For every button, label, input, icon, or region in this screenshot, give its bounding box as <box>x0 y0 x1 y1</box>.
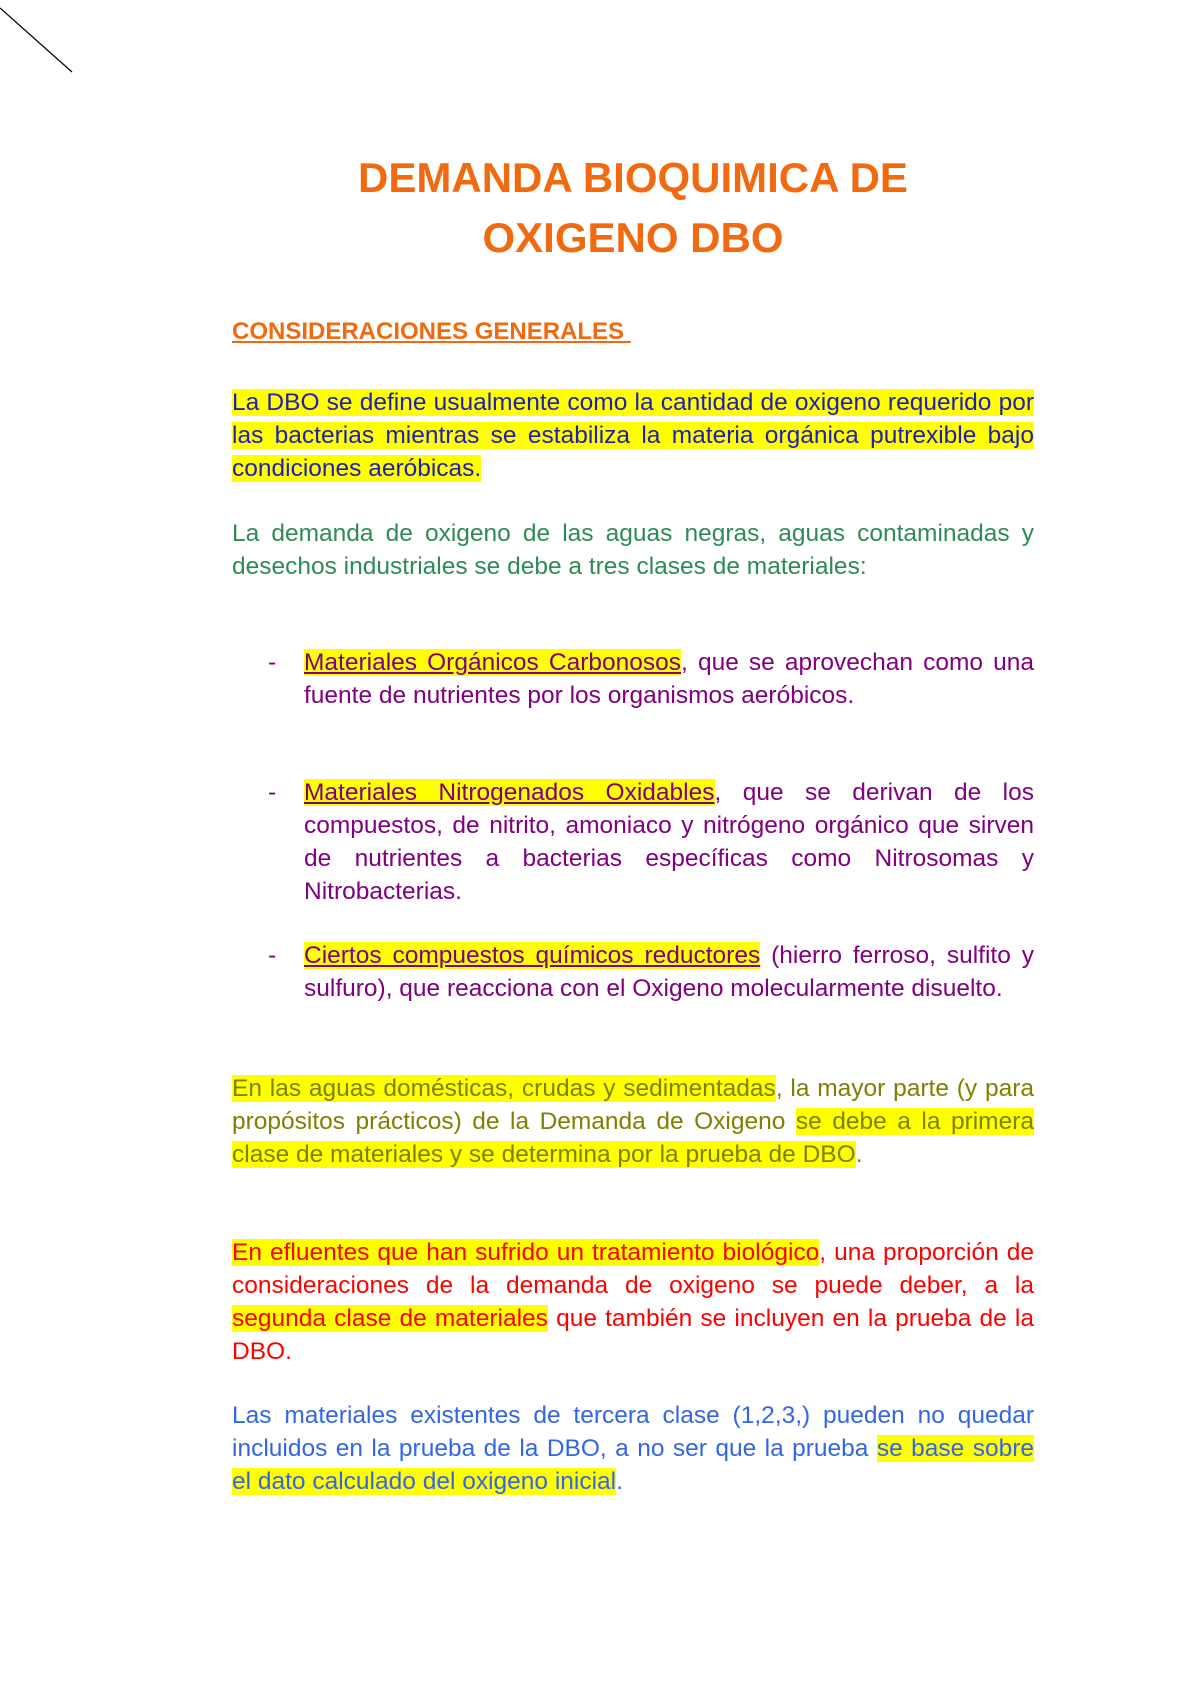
highlighted-text: segunda clase de materiales <box>232 1305 548 1332</box>
highlighted-text: En efluentes que han sufrido un tratamiento biológico <box>232 1239 820 1266</box>
highlighted-text: La DBO se define usualmente como la cantidad de oxigeno requerido por las bacterias mientras se estabiliza la materia orgánica putrexible bajo condiciones aeróbicas. <box>232 389 1034 482</box>
section-heading: CONSIDERACIONES GENERALES <box>232 318 631 345</box>
title-line-2: OXIGENO DBO <box>482 214 784 261</box>
highlighted-text: se base sobre el dato calculado del oxigeno inicial <box>232 1435 1035 1495</box>
list-item-description: , que se derivan de los compuestos, de nitrito, amoniaco y nitrógeno orgánico que sirven de nutrientes a bacterias específicas como Nitrosomas y Nitrobacterias. <box>304 779 1034 905</box>
list-item-term: Materiales Nitrogenados Oxidables <box>304 779 715 806</box>
bullet-dash: - <box>268 779 277 806</box>
title-line-1: DEMANDA BIOQUIMICA DE <box>358 154 908 201</box>
list-item-text <box>304 646 1034 712</box>
paragraph-materials-intro: La demanda de oxigeno de las aguas negras, aguas contaminadas y desechos industriales se debe a tres clases de materiales: <box>232 520 1034 580</box>
paragraph-text: . <box>855 1141 863 1168</box>
paragraph-text: , la mayor parte (y para propósitos prácticos) de la Demanda de Oxigeno <box>232 1075 1034 1135</box>
bullet-dash: - <box>268 942 277 969</box>
paragraph-definition <box>232 386 1034 485</box>
highlighted-text: se debe a la primera clase de materiales y se determina por la prueba de DBO <box>232 1108 1034 1168</box>
list-item-term: Materiales Orgánicos Carbonosos <box>304 649 682 676</box>
bullet-dash: - <box>268 649 277 676</box>
paragraph-text: Las materiales existentes de tercera clase (1,2,3,) pueden no quedar incluidos en la prueba de la DBO, a no ser que la prueba <box>232 1402 1034 1462</box>
list-item-term: Ciertos compuestos químicos reductores <box>304 942 761 969</box>
list-item-text <box>304 776 1034 908</box>
paragraph-effluents <box>232 1236 1034 1368</box>
paragraph-text: , una proporción de consideraciones de la demanda de oxigeno se puede deber, a la <box>232 1239 1034 1299</box>
paragraph-text: que también se incluyen en la prueba de la DBO. <box>232 1305 1034 1365</box>
highlighted-text: En las aguas domésticas, crudas y sedimentadas <box>232 1075 776 1102</box>
list-item-description: (hierro ferroso, sulfito y sulfuro), que reacciona con el Oxigeno molecularmente disuelto. <box>304 942 1034 1002</box>
document-title <box>232 148 1034 268</box>
list-item-description: , que se aprovechan como una fuente de nutrientes por los organismos aeróbicos. <box>304 649 1034 709</box>
list-item-text <box>304 939 1034 1005</box>
paragraph-domestic-waters <box>232 1072 1034 1171</box>
corner-fold-line <box>0 0 80 80</box>
paragraph-third-class <box>232 1399 1034 1498</box>
paragraph-text: . <box>616 1468 623 1495</box>
